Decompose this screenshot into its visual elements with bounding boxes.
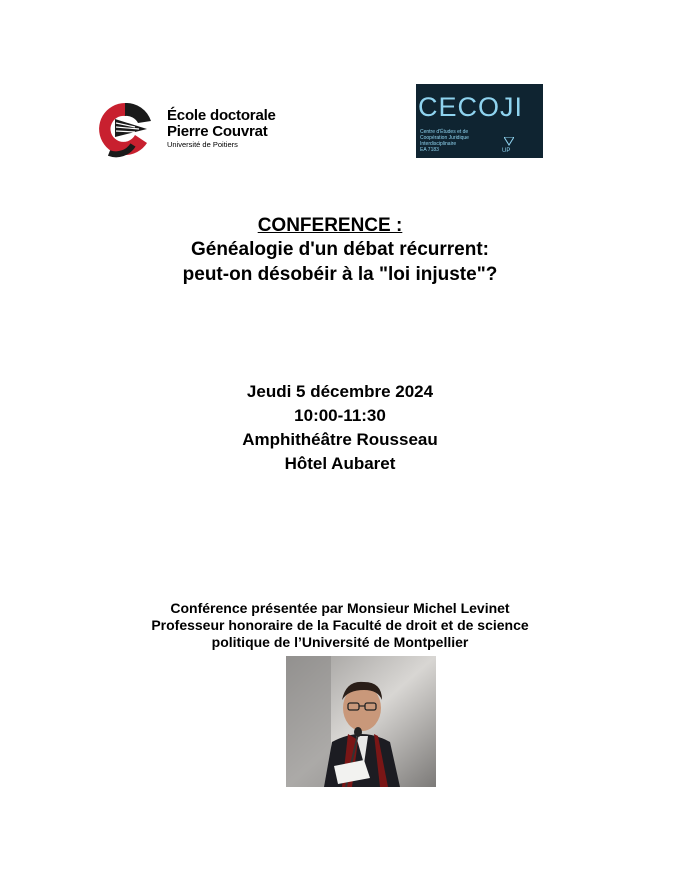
event-time: 10:00-11:30	[294, 406, 386, 425]
event-details	[0, 380, 680, 476]
speaker-line3: politique de l’Université de Montpellier	[211, 634, 469, 650]
ecole-doctorale-line2: Pierre Couvrat	[167, 123, 268, 140]
ecole-doctorale-line3: Université de Poitiers	[167, 140, 238, 149]
speaker-line2: Professeur honoraire de la Faculté de droit et de science	[151, 617, 529, 633]
cecoji-logo	[416, 84, 543, 158]
speaker-line1: Conférence présentée par Monsieur Michel Levinet	[170, 600, 510, 616]
speaker-info	[0, 600, 680, 651]
cecoji-subtitle-line: Centre d'Études et de	[420, 129, 469, 135]
cecoji-subtitle-line: Interdisciplinaire	[420, 141, 457, 147]
cecoji-brand: CECOJI	[418, 92, 524, 122]
cecoji-subtitle-line: EA 7183	[420, 147, 439, 153]
triangle-icon	[504, 137, 514, 146]
conference-label: CONFERENCE :	[257, 215, 403, 236]
event-building: Hôtel Aubaret	[284, 454, 396, 473]
cecoji-subtitle-line: Coopération Juridique	[420, 135, 469, 141]
cecoji-up: UP	[502, 148, 511, 154]
conference-title-line2: peut-on désobéir à la "loi injuste"?	[182, 264, 498, 285]
speaker-photo	[286, 656, 436, 787]
ecole-doctorale-line1: École doctorale	[167, 107, 276, 124]
cecoji-subtitle	[420, 129, 500, 153]
event-room: Amphithéâtre Rousseau	[242, 430, 438, 449]
event-date: Jeudi 5 décembre 2024	[246, 382, 434, 401]
conference-title-line1: Généalogie d'un débat récurrent:	[190, 239, 490, 260]
conference-title	[0, 214, 680, 288]
ecole-doctorale-logo	[95, 99, 165, 159]
ecole-doctorale-wordmark	[167, 108, 276, 149]
